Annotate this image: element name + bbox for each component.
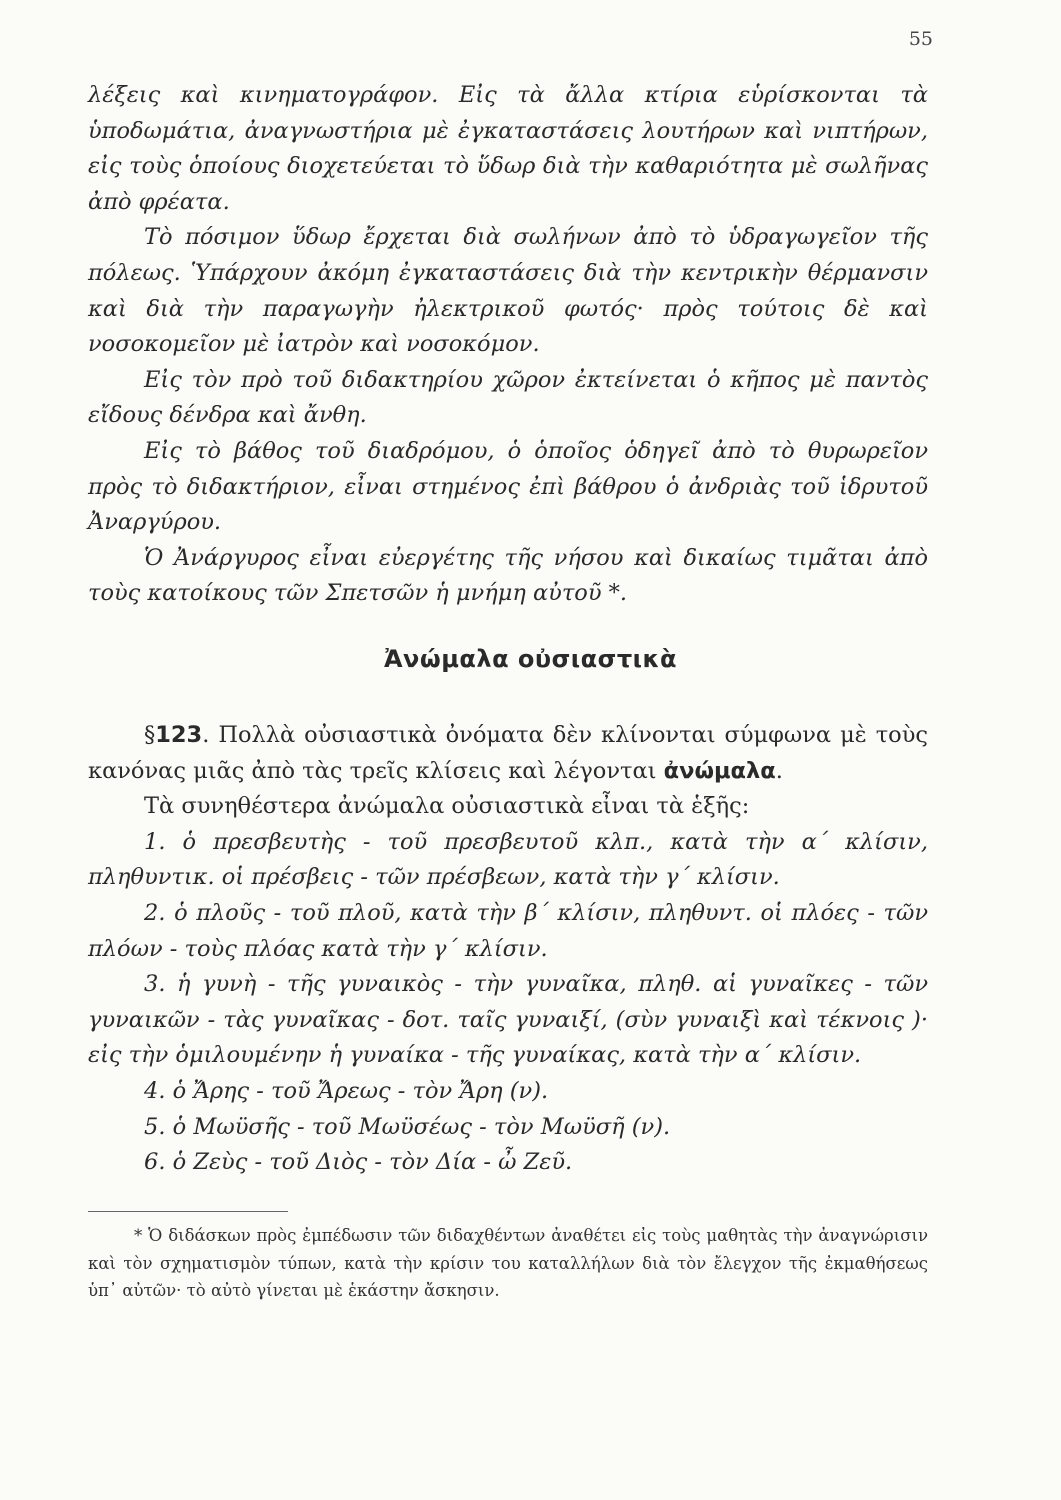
list-item-2: 2. ὁ πλοῦς - τοῦ πλοῦ, κατὰ τὴν β΄ κλίσιν, πληθυντ. οἱ πλόες - τῶν πλόων - τοὺς πλόας κατὰ τὴν γ΄ κλίσιν. xyxy=(88,899,928,962)
intro-paragraph-2: Τὸ πόσιμον ὕδωρ ἔρχεται διὰ σωλήνων ἀπὸ τὸ ὑδραγωγεῖον τῆς πόλεως. Ὑπάρχουν ἀκόμη ἐγκαταστάσεις διὰ τὴν κεντρικὴν θέρμανσιν καὶ διὰ τὴν παραγωγὴν ἠλεκτρικοῦ φωτός· πρὸς τούτοις δὲ καὶ νοσοκομεῖον μὲ ἰατρὸν καὶ νοσοκόμον. xyxy=(88,224,928,358)
section-end: . xyxy=(775,757,783,784)
intro-paragraph-4: Εἰς τὸ βάθος τοῦ διαδρόμου, ὁ ὁποῖος ὁδηγεῖ ἀπὸ τὸ θυρωρεῖον πρὸς τὸ διδακτήριον, εἶναι στημένος ἐπὶ βάθρου ὁ ἀνδριὰς τοῦ ἱδρυτοῦ Ἀναργύρου. xyxy=(88,437,928,536)
list-item-4: 4. ὁ Ἄρης - τοῦ Ἄρεως - τὸν Ἄρη (ν). xyxy=(144,1077,549,1104)
list-item-6: 6. ὁ Ζεὺς - τοῦ Διὸς - τὸν Δία - ὦ Ζεῦ. xyxy=(144,1149,573,1176)
list-intro: Τὰ συνηθέστερα ἀνώμαλα οὐσιαστικὰ εἶναι τὰ ἑξῆς: xyxy=(144,793,750,820)
intro-paragraph-5: Ὁ Ἀνάργυρος εἶναι εὐεργέτης τῆς νήσου καὶ δικαίως τιμᾶται ἀπὸ τοὺς κατοίκους τῶν Σπετσῶν ἡ μνήμη αὐτοῦ *. xyxy=(88,544,928,607)
footnote: * Ὁ διδάσκων πρὸς ἐμπέδωσιν τῶν διδαχθέντων ἀναθέτει εἰς τοὺς μαθητὰς τὴν ἀναγνώρισιν καὶ τὸν σχηματισμὸν τύπων, κατὰ τὴν κρίσιν του καταλλήλων διὰ τὸν ἔλεγχον τῆς ἐκμαθήσεως ὑπ᾽ αὐτῶν· τὸ αὐτὸ γίνεται μὲ ἑκάστην ἄσκησιν. xyxy=(88,1226,928,1300)
paragraph-symbol: § xyxy=(144,722,156,748)
section-keyword: ἀνώμαλα xyxy=(663,757,776,784)
list-item-3: 3. ἡ γυνὴ - τῆς γυναικὸς - τὴν γυναῖκα, πληθ. αἱ γυναῖκες - τῶν γυναικῶν - τὰς γυναῖκας - δοτ. ταῖς γυναιξί, (σὺν γυναιξὶ καὶ τέκνοις )· εἰς τὴν ὁμιλουμένην ἡ γυναίκα - τῆς γυναίκας, κατὰ τὴν α΄ κλίσιν. xyxy=(88,971,928,1069)
list-item-5: 5. ὁ Μωϋσῆς - τοῦ Μωϋσέως - τὸν Μωϋσῆ (ν). xyxy=(144,1113,671,1140)
intro-paragraph-1: λέξεις καὶ κινηματογράφον. Εἰς τὰ ἄλλα κτίρια εὑρίσκονται τὰ ὑποδωμάτια, ἀναγνωστήρια μὲ ἐγκαταστάσεις λουτήρων καὶ νιπτήρων, εἰς τοὺς ὁποίους διοχετεύεται τὸ ὕδωρ διὰ τὴν καθαριότητα μὲ σωλῆνας ἀπὸ φρέατα. xyxy=(88,82,928,215)
intro-paragraph-3: Εἰς τὸν πρὸ τοῦ διδακτηρίου χῶρον ἐκτείνεται ὁ κῆπος μὲ παντὸς εἴδους δένδρα καὶ ἄνθη. xyxy=(88,366,928,429)
section-number: 123 xyxy=(155,722,203,748)
section-text xyxy=(88,718,928,1181)
section-heading: Ἀνώμαλα οὐσιαστικὰ xyxy=(383,645,678,673)
list-item-1: 1. ὁ πρεσβευτὴς - τοῦ πρεσβευτοῦ κλπ., κατὰ τὴν α΄ κλίσιν, πληθυντικ. οἱ πρέσβεις - τῶν πρέσβεων, κατὰ τὴν γ΄ κλίσιν. xyxy=(88,828,928,891)
page-number: 55 xyxy=(908,28,933,50)
footnote-rule xyxy=(88,1211,288,1212)
section-intro-text: . Πολλὰ οὐσιαστικὰ ὀνόματα δὲν κλίνονται σύμφωνα μὲ τοὺς κανόνας μιᾶς ἀπὸ τὰς τρεῖς κλίσεις καὶ λέγονται xyxy=(88,722,928,784)
intro-text xyxy=(88,78,928,612)
section-paragraph xyxy=(88,718,928,789)
